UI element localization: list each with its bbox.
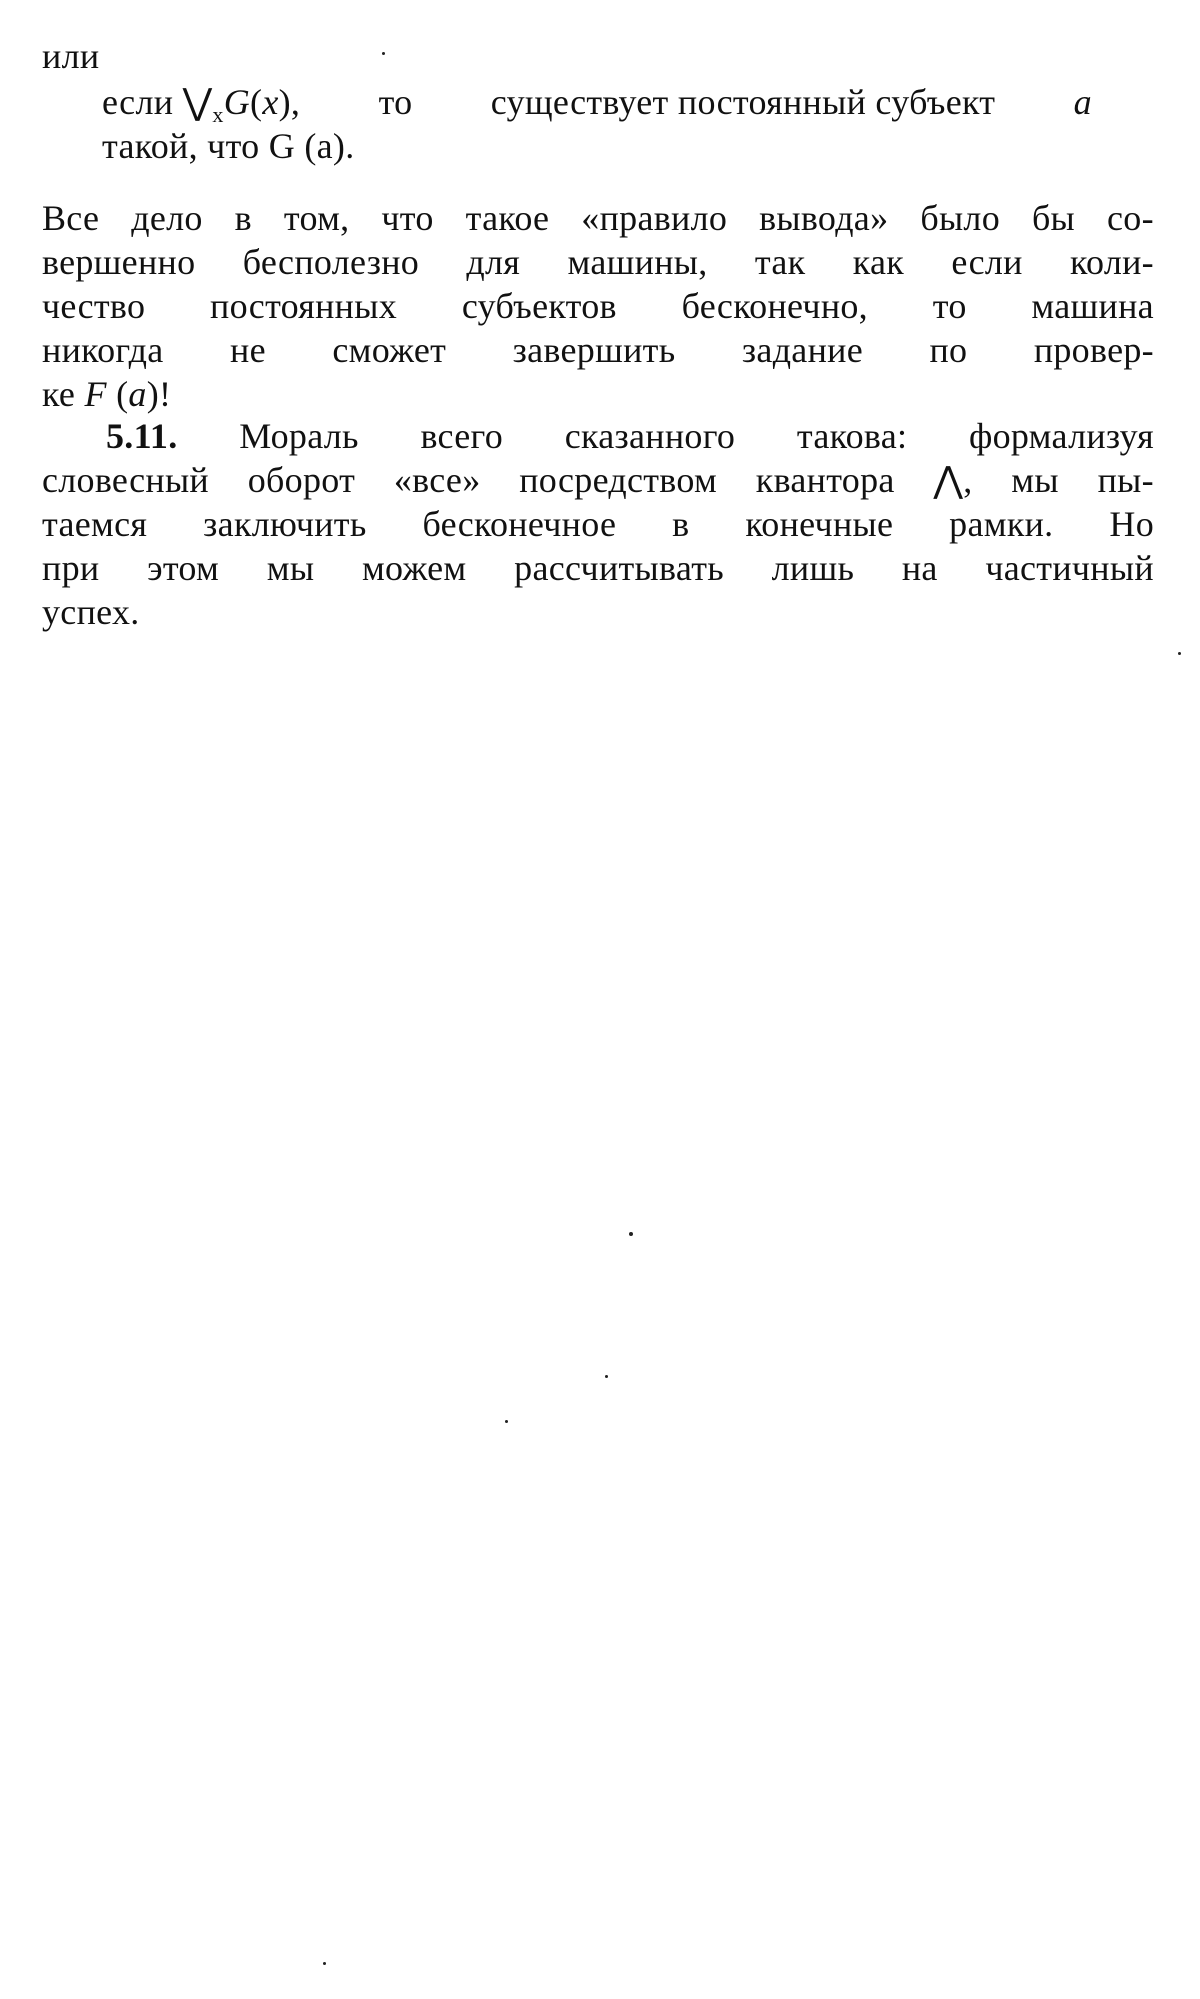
text-line-p2: вершенно бесполезно для машины, так как если коли- <box>42 242 1154 282</box>
scan-speck <box>323 1962 326 1965</box>
text-line-or: или <box>42 36 100 76</box>
text-line-p5: ке F (a)! <box>42 374 172 414</box>
text-line-p8: таемся заключить бесконечное в конечные рамки. Но <box>42 504 1154 544</box>
text-line-p3: чество постоянных субъектов бесконечно, то машина <box>42 286 1154 326</box>
text-a: a <box>1073 82 1092 122</box>
text-then: то <box>378 82 413 122</box>
scan-speck <box>382 52 385 55</box>
text-exists: существует постоянный субъект <box>490 82 996 122</box>
scan-speck <box>605 1375 608 1378</box>
text-line-p7: словесный оборот «все» посредством квантора ⋀, мы пы- <box>42 460 1154 500</box>
scan-speck <box>629 1232 633 1236</box>
text-line-p9: при этом мы можем рассчитывать лишь на частичный <box>42 548 1154 588</box>
text-line-p6: 5.11. Мораль всего сказанного такова: формализуя <box>106 416 1154 456</box>
text-if: если $⋁_xG(x)$, <box>102 82 301 128</box>
text-line-p10: успех. <box>42 592 140 632</box>
scan-speck <box>505 1420 508 1423</box>
text-line-p1: Все дело в том, что такое «правило вывода» было бы со- <box>42 198 1154 238</box>
text-line-p4: никогда не сможет завершить задание по провер- <box>42 330 1154 370</box>
scan-speck <box>1178 652 1181 655</box>
section-number: 5.11. <box>106 416 178 456</box>
text-line-such-that: такой, что G (a). <box>102 126 355 166</box>
